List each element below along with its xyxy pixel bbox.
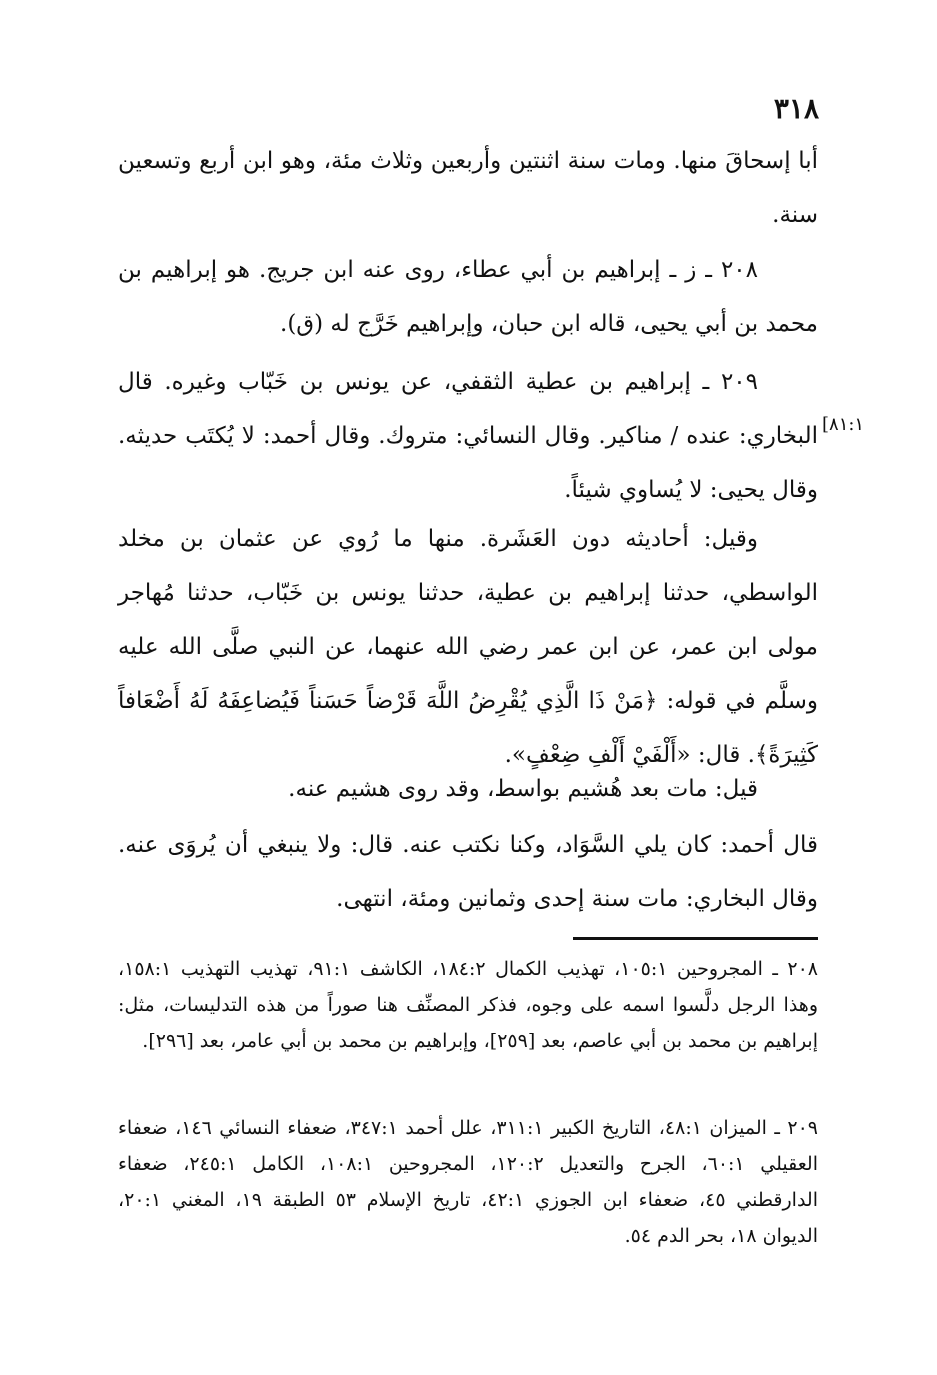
footnote-209 [118, 1110, 818, 1254]
page-number: ٣١٨ [773, 92, 819, 125]
paragraph-hadith [118, 512, 818, 782]
footnote-208 [118, 951, 818, 1059]
paragraph-hadith-text: وقيل: أحاديثه دون العَشَرة. منها ما رُوي عن عثمان بن مخلد الواسطي، حدثنا إبراهيم بن عطية، حدثنا يونس بن خَبّاب، حدثنا مُهاجر مولى ابن عمر، عن ابن عمر رضي الله عنهما، عن النبي صلَّى الله عليه وسلَّم في قوله: ﴿مَنْ ذَا الَّذِي يُقْرِضُ اللَّهَ قَرْضاً حَسَناً فَيُضاعِفَهُ لَهُ أَضْعَافاً كَثِيرَةً﴾. قال: «أَلْفَيْ أَلْفِ ضِعْفٍ». [118, 526, 818, 768]
paragraph-death [118, 762, 818, 816]
footnote-209-text: ٢٠٩ ـ الميزان ٤٨:١، التاريخ الكبير ٣١١:١، علل أحمد ٣٤٧:١، ضعفاء النسائي ١٤٦، ضعفاء العقيلي ٦٠:١، الجرح والتعديل ١٢٠:٢، المجروحين ١٠٨:١، الكامل ٢٤٥:١، ضعفاء الدارقطني ٤٥، ضعفاء ابن الجوزي ٤٢:١، تاريخ الإسلام ٥٣ الطبقة ١٩، المغني ٢٠:١، الديوان ١٨، بحر الدم ٥٤. [118, 1117, 818, 1247]
paragraph-death-text: قيل: مات بعد هُشيم بواسط، وقد روى هشيم عنه. [288, 776, 758, 802]
footnote-separator [573, 937, 818, 940]
paragraph-ahmad-text: قال أحمد: كان يلي السَّوَاد، وكنا نكتب عنه. قال: ولا ينبغي أن يُروَى عنه. وقال البخاري: مات سنة إحدى وثمانين ومئة، انتهى. [118, 832, 818, 912]
entry-209-text: ٢٠٩ ـ إبراهيم بن عطية الثقفي، عن يونس بن خَبّاب وغيره. قال البخاري: عنده / مناكير. وقال النسائي: متروك. وقال أحمد: لا يُكتَب حديثه. وقال يحيى: لا يُساوي شيئاً. [118, 369, 818, 503]
footnote-208-text: ٢٠٨ ـ المجروحين ١٠٥:١، تهذيب الكمال ١٨٤:٢، الكاشف ٩١:١، تهذيب التهذيب ١٥٨:١، وهذا الرجل دلَّسوا اسمه على وجوه، فذكر المصنِّف هنا صوراً من هذه التدليسات، مثل: إبراهيم بن محمد بن أبي عاصم، بعد [٢٥٩]، وإبراهيم بن محمد بن أبي عامر، بعد [٢٩٦]. [118, 958, 818, 1052]
margin-page-reference: [٨١:١ [822, 414, 865, 435]
entry-208 [118, 243, 818, 351]
paragraph-ahmad [118, 818, 818, 926]
entry-208-text: ٢٠٨ ـ ز ـ إبراهيم بن أبي عطاء، روى عنه ابن جريج. هو إبراهيم بن محمد بن أبي يحيى، قاله ابن حبان، وإبراهيم خَرَّج له (ق). [118, 257, 818, 337]
paragraph-continuation [118, 134, 818, 242]
entry-209 [118, 355, 818, 517]
paragraph-text: أبا إسحاقَ منها. ومات سنة اثنتين وأربعين وثلاث مئة، وهو ابن أربع وتسعين سنة. [118, 148, 818, 228]
